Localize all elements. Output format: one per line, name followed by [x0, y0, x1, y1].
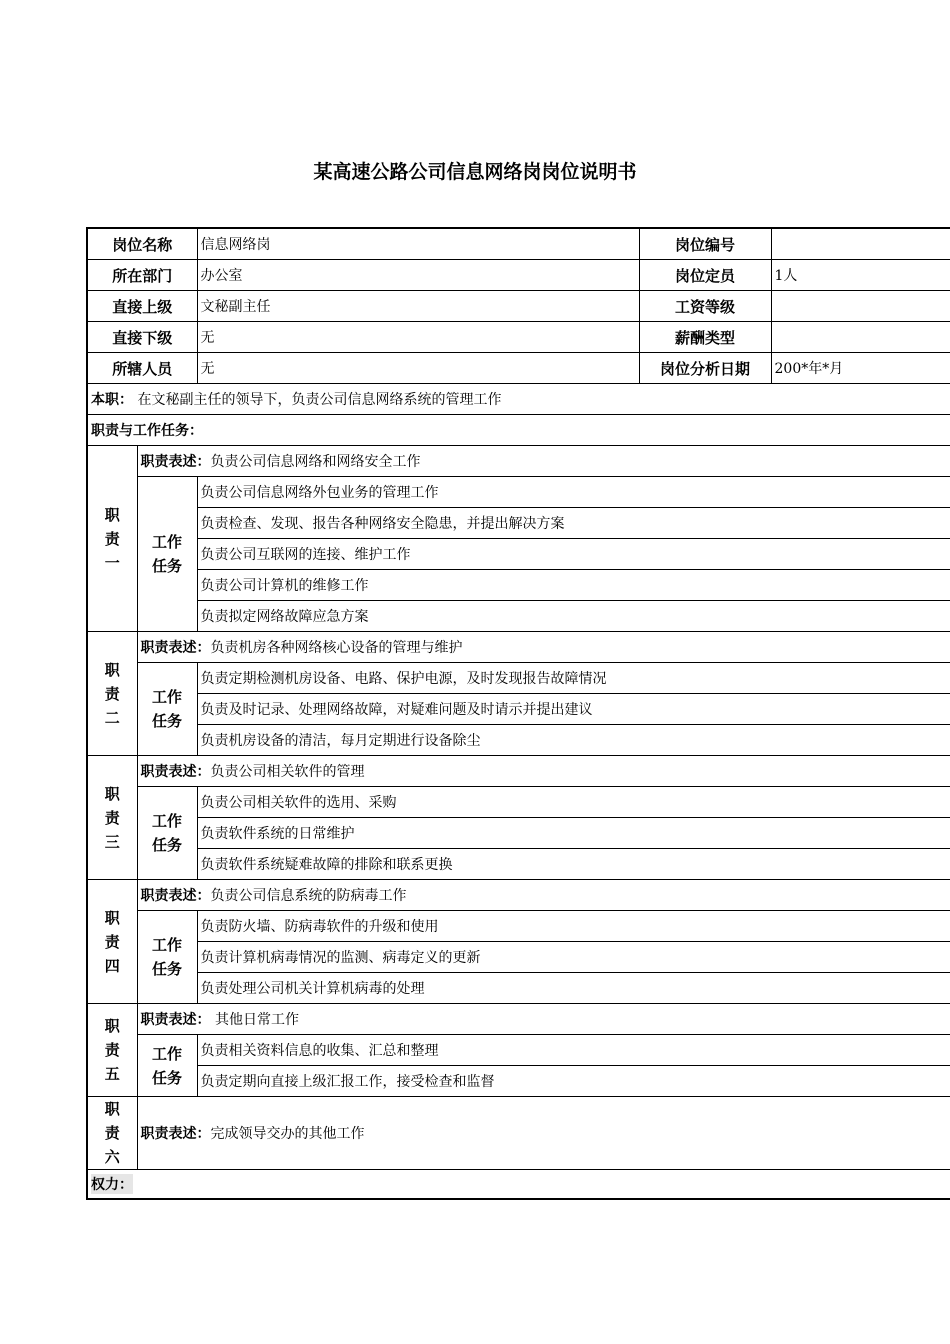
duty-desc-row: [87, 446, 950, 477]
task-row: [87, 973, 950, 1004]
duty-number-cell: [87, 632, 137, 756]
duty-number-char: 责: [104, 1041, 120, 1059]
duty-desc-label: 职责表述：: [140, 1126, 211, 1142]
work-task-label-line: 任务: [152, 712, 183, 730]
managed-value: 无: [197, 353, 639, 384]
duty-desc-row: [87, 1004, 950, 1035]
page-title: 某高速公路公司信息网络岗岗位说明书: [313, 161, 637, 183]
job-description-form: [86, 227, 863, 1200]
duty-number-char: 四: [104, 956, 120, 975]
duty-desc-label: 职责表述：: [140, 764, 211, 780]
superior-value: 文秘副主任: [197, 291, 639, 322]
work-task-label-line: 任务: [152, 960, 183, 978]
task-row: [87, 1066, 950, 1097]
duty-desc-text: 完成领导交办的其他工作: [210, 1126, 365, 1142]
duty-number-char: 二: [104, 708, 120, 727]
duty-number-cell: [87, 756, 137, 880]
duty-desc-text: 负责公司信息系统的防病毒工作: [210, 888, 407, 904]
duty-number-char: 三: [104, 832, 120, 851]
task-item: 负责公司互联网的连接、维护工作: [197, 539, 950, 570]
row-tasks-header: [87, 415, 950, 446]
task-item: 负责机房设备的清洁，每月定期进行设备除尘: [197, 725, 950, 756]
work-task-label-line: 工作: [152, 533, 183, 551]
work-task-label-line: 工作: [152, 1044, 183, 1063]
task-item: 负责相关资料信息的收集、汇总和整理: [197, 1035, 950, 1066]
duty-desc-text: 其他日常工作: [210, 1012, 299, 1028]
task-item: 负责防火墙、防病毒软件的升级和使用: [197, 911, 950, 942]
duty-number-char: 一: [104, 553, 120, 572]
row-duty: [87, 384, 950, 415]
work-task-label: [137, 911, 197, 1004]
task-row: [87, 694, 950, 725]
task-row: [87, 725, 950, 756]
row-post-name: [87, 228, 950, 260]
duty-number-char: 责: [104, 808, 120, 827]
task-row: [87, 570, 950, 601]
duty-desc-cell: [137, 880, 950, 911]
headcount-label: 岗位定员: [639, 260, 771, 291]
task-row: [87, 663, 950, 694]
row-superior: [87, 291, 950, 322]
power-cell: [87, 1170, 950, 1200]
work-task-label-line: 任务: [152, 836, 183, 854]
dept-value: 办公室: [197, 260, 639, 291]
post-code-value: [771, 228, 950, 260]
row-subordinate: [87, 322, 950, 353]
task-row: [87, 787, 950, 818]
task-item: 负责软件系统的日常维护: [197, 818, 950, 849]
post-code-label: 岗位编号: [639, 228, 771, 260]
duty-desc-cell: [137, 446, 950, 477]
task-item: 负责及时记录、处理网络故障，对疑难问题及时请示并提出建议: [197, 694, 950, 725]
task-item: 负责软件系统疑难故障的排除和联系更换: [197, 849, 950, 880]
work-task-label-line: 工作: [152, 688, 183, 706]
managed-label: 所辖人员: [87, 353, 197, 384]
duty-number-char: 职: [104, 1017, 120, 1035]
task-item: 负责公司相关软件的选用、采购: [197, 787, 950, 818]
duty-number-char: 责: [104, 932, 120, 951]
task-item: 负责定期检测机房设备、电路、保护电源，及时发现报告故障情况: [197, 663, 950, 694]
duties-section: [87, 446, 950, 1170]
power-label: 权力：: [91, 1174, 133, 1194]
duty-desc-row: [87, 756, 950, 787]
duty-number-char: 职: [104, 908, 120, 927]
work-task-label-line: 工作: [152, 936, 183, 954]
grade-value: [771, 291, 950, 322]
duty-desc-text: 负责公司信息网络和网络安全工作: [210, 454, 421, 470]
duty-desc-label: 职责表述：: [140, 888, 211, 904]
duty-desc-text: 负责公司相关软件的管理: [210, 764, 365, 780]
duty-number-cell: [87, 446, 137, 632]
duty-desc-cell: [137, 1097, 950, 1170]
task-row: [87, 942, 950, 973]
duty-desc-row: [87, 632, 950, 663]
task-row: [87, 818, 950, 849]
task-row: [87, 1035, 950, 1066]
duty-cell: [87, 384, 950, 415]
row-managed: [87, 353, 950, 384]
task-item: 负责公司信息网络外包业务的管理工作: [197, 477, 950, 508]
grade-label: 工资等级: [639, 291, 771, 322]
duty-number-char: 职: [104, 1100, 120, 1118]
work-task-label: [137, 787, 197, 880]
duty-desc-label: 职责表述：: [140, 640, 211, 656]
post-name-label: 岗位名称: [87, 228, 197, 260]
date-label: 岗位分析日期: [639, 353, 771, 384]
duty-desc-cell: [137, 756, 950, 787]
duty-number-char: 责: [104, 1124, 120, 1142]
duty-number-char: 职: [104, 660, 120, 679]
duty-number-char: 职: [104, 505, 120, 524]
date-value: 200*年*月: [771, 353, 950, 384]
task-item: 负责定期向直接上级汇报工作，接受检查和监督: [197, 1066, 950, 1097]
duty-number-char: 六: [104, 1148, 120, 1166]
duty-label: 本职：: [91, 392, 133, 408]
pay-type-value: [771, 322, 950, 353]
work-task-label-line: 工作: [152, 812, 183, 830]
dept-label: 所在部门: [87, 260, 197, 291]
task-row: [87, 508, 950, 539]
task-item: 负责处理公司机关计算机病毒的处理: [197, 973, 950, 1004]
duty-number-cell: [87, 880, 137, 1004]
task-item: 负责公司计算机的维修工作: [197, 570, 950, 601]
duty-text: 在文秘副主任的领导下，负责公司信息网络系统的管理工作: [137, 392, 502, 408]
work-task-label-line: 任务: [152, 1068, 183, 1087]
work-task-label: [137, 477, 197, 632]
duty-desc-row: [87, 880, 950, 911]
work-task-label-line: 任务: [152, 557, 183, 575]
duty-desc-cell: [137, 632, 950, 663]
task-row: [87, 849, 950, 880]
work-task-label: [137, 1035, 197, 1097]
work-task-label: [137, 663, 197, 756]
duty-number-cell: [87, 1004, 137, 1097]
row-dept: [87, 260, 950, 291]
duty-number-char: 责: [104, 684, 120, 703]
subordinate-value: 无: [197, 322, 639, 353]
superior-label: 直接上级: [87, 291, 197, 322]
task-item: 负责检查、发现、报告各种网络安全隐患，并提出解决方案: [197, 508, 950, 539]
duty-desc-text: 负责机房各种网络核心设备的管理与维护: [210, 640, 463, 656]
task-item: 负责计算机病毒情况的监测、病毒定义的更新: [197, 942, 950, 973]
duty-number-char: 责: [104, 529, 120, 548]
tasks-header: 职责与工作任务：: [87, 415, 950, 446]
row-power: [87, 1170, 950, 1200]
post-name-value: 信息网络岗: [197, 228, 639, 260]
task-row: [87, 539, 950, 570]
duty-number-char: 五: [104, 1065, 120, 1083]
duty-number-char: 职: [104, 784, 120, 803]
duty-desc-cell: [137, 1004, 950, 1035]
duty-desc-label: 职责表述：: [140, 1012, 211, 1028]
subordinate-label: 直接下级: [87, 322, 197, 353]
duty-desc-label: 职责表述：: [140, 454, 211, 470]
pay-type-label: 薪酬类型: [639, 322, 771, 353]
headcount-value: 1人: [771, 260, 950, 291]
duty-desc-row: [87, 1097, 950, 1170]
task-row: [87, 911, 950, 942]
task-row: [87, 601, 950, 632]
info-table: [86, 227, 950, 1200]
duty-number-cell: [87, 1097, 137, 1170]
task-row: [87, 477, 950, 508]
task-item: 负责拟定网络故障应急方案: [197, 601, 950, 632]
